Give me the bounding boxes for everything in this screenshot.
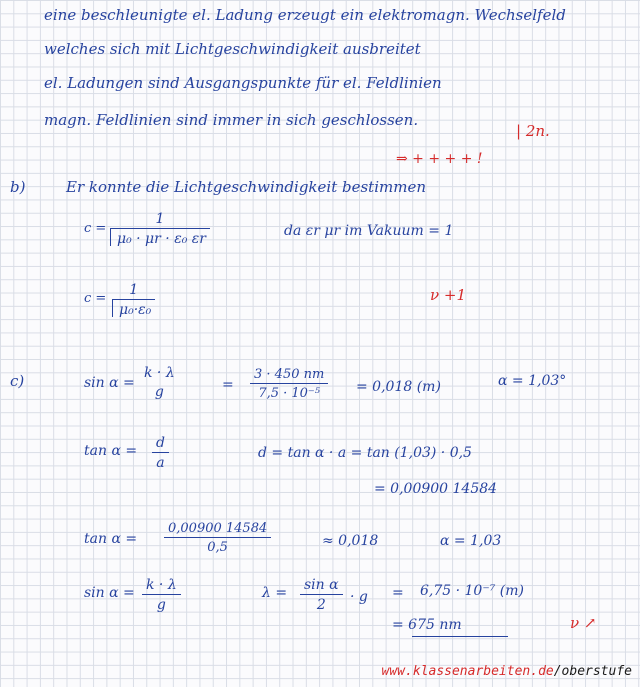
r6-result: = 675 nm xyxy=(392,617,462,633)
r1-denominator: g xyxy=(154,384,164,400)
r1-alpha: α = 1,03° xyxy=(498,373,567,389)
part-b-label: b) xyxy=(10,178,26,196)
r5-denominator: g xyxy=(142,594,181,612)
r5-lhs: sin α = xyxy=(84,585,135,601)
r5-numerator: k · λ xyxy=(146,577,177,593)
r1-lhs: sin α = xyxy=(84,375,135,391)
r2-fraction xyxy=(152,436,169,470)
note-line-1: eine beschleunigte el. Ladung erzeugt ein elektromagn. Wechselfeld xyxy=(44,6,566,24)
footer-link[interactable]: www.klassenarbeiten.de xyxy=(381,664,554,679)
part-c-label: c) xyxy=(10,372,25,390)
r2-denominator: a xyxy=(152,452,169,470)
part-b-correction-mark: ν +1 xyxy=(430,286,466,304)
r4-numerator: 0,00900 14584 xyxy=(168,521,268,536)
r5-lambda: λ = xyxy=(262,585,288,601)
correction-mark-plus: ⇒ + + + + ! xyxy=(396,151,483,167)
r1-numerator: k · λ xyxy=(144,365,175,381)
eq2-fraction xyxy=(112,283,155,317)
footer xyxy=(382,664,632,679)
eq2-lhs: c = xyxy=(84,291,107,306)
r5-eq: = xyxy=(392,585,404,601)
r1-denominator-2: 7,5 · 10⁻⁵ xyxy=(250,383,328,400)
r4-fraction xyxy=(164,522,271,554)
r2-middle: d = tan α · a = tan (1,03) · 0,5 xyxy=(258,445,472,461)
r5-fraction-2 xyxy=(300,578,343,612)
note-line-2: welches sich mit Lichtgeschwindigkeit ausbreitet xyxy=(44,40,421,58)
r2-numerator: d xyxy=(156,435,165,451)
r4-lhs: tan α = xyxy=(84,531,138,547)
correction-mark-top: | 2n. xyxy=(516,122,550,140)
eq1-fraction xyxy=(110,212,210,246)
r6-underline xyxy=(412,636,508,637)
r5-denominator-2: 2 xyxy=(300,594,343,612)
r4-alpha: α = 1,03 xyxy=(440,533,502,549)
part-c-correction-mark: ν ↗ xyxy=(570,614,597,632)
r5-fraction xyxy=(142,578,181,612)
eq2-numerator: 1 xyxy=(129,282,139,298)
r1-numerator-2: 3 · 450 nm xyxy=(254,367,325,382)
eq1-numerator: 1 xyxy=(155,211,165,227)
r1-eq: = xyxy=(222,377,234,393)
r5-g: · g xyxy=(350,589,368,605)
r4-result: ≈ 0,018 xyxy=(322,533,379,549)
part-b-heading: Er konnte die Lichtgeschwindigkeit bestimmen xyxy=(66,178,426,196)
r1-result: = 0,018 (m) xyxy=(356,379,441,395)
r4-denominator: 0,5 xyxy=(164,537,271,554)
r1-fraction-2 xyxy=(250,368,328,400)
r5-value: 6,75 · 10⁻⁷ (m) xyxy=(420,583,524,599)
note-line-4: magn. Feldlinien sind immer in sich geschlossen. xyxy=(44,111,419,129)
r5-numerator-2: sin α xyxy=(304,577,339,593)
footer-path: /oberstufe xyxy=(553,664,632,679)
note-line-3: el. Ladungen sind Ausgangspunkte für el. Feldlinien xyxy=(44,74,442,92)
eq1-denominator: μ₀ · μr · ε₀ εr xyxy=(110,228,210,246)
eq1-note: da εr μr im Vakuum = 1 xyxy=(284,223,454,239)
r1-fraction xyxy=(140,366,179,399)
eq2-denominator: μ₀·ε₀ xyxy=(112,299,155,317)
r3-result: = 0,00900 14584 xyxy=(374,481,498,497)
r2-lhs: tan α = xyxy=(84,443,138,459)
eq1-lhs: c = xyxy=(84,221,107,236)
